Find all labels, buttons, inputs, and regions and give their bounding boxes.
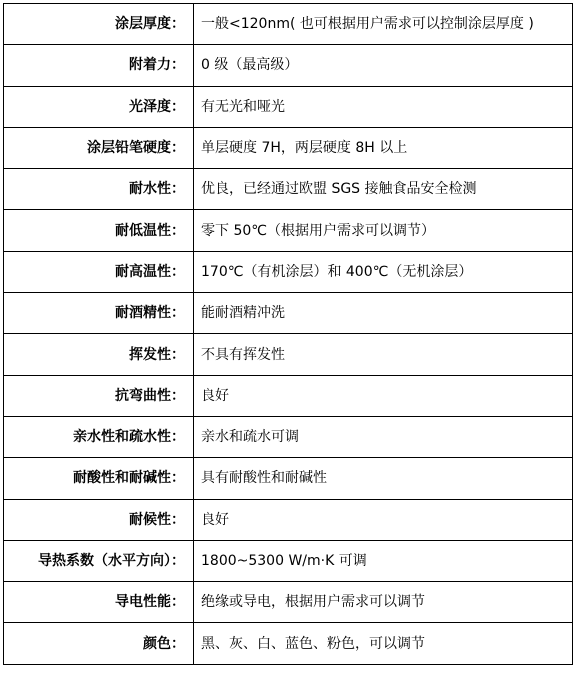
water-resistance-value: 优良，已经通过欧盟 SGS 接触食品安全检测 bbox=[194, 169, 573, 210]
thermal-conductivity-label: 导热系数（水平方向）： bbox=[4, 540, 194, 581]
table-row bbox=[4, 623, 573, 664]
hydrophilicity-label: 亲水性和疏水性： bbox=[4, 416, 194, 457]
pencil-hardness-label: 涂层铅笔硬度： bbox=[4, 127, 194, 168]
alcohol-resistance-value: 能耐酒精冲洗 bbox=[194, 293, 573, 334]
volatility-label: 挥发性： bbox=[4, 334, 194, 375]
table-row bbox=[4, 251, 573, 292]
table-row bbox=[4, 4, 573, 45]
table-row bbox=[4, 210, 573, 251]
table-row bbox=[4, 334, 573, 375]
table-row bbox=[4, 45, 573, 86]
coating-thickness-label: 涂层厚度： bbox=[4, 4, 194, 45]
table-row bbox=[4, 127, 573, 168]
water-resistance-label: 耐水性： bbox=[4, 169, 194, 210]
high-temp-resistance-value: 170℃（有机涂层）和 400℃（无机涂层） bbox=[194, 251, 573, 292]
table-row bbox=[4, 169, 573, 210]
low-temp-resistance-label: 耐低温性： bbox=[4, 210, 194, 251]
color-label: 颜色： bbox=[4, 623, 194, 664]
acid-alkali-resistance-label: 耐酸性和耐碱性： bbox=[4, 458, 194, 499]
pencil-hardness-value: 单层硬度 7H，两层硬度 8H 以上 bbox=[194, 127, 573, 168]
low-temp-resistance-value: 零下 50℃（根据用户需求可以调节） bbox=[194, 210, 573, 251]
bend-resistance-label: 抗弯曲性： bbox=[4, 375, 194, 416]
hydrophilicity-value: 亲水和疏水可调 bbox=[194, 416, 573, 457]
alcohol-resistance-label: 耐酒精性： bbox=[4, 293, 194, 334]
volatility-value: 不具有挥发性 bbox=[194, 334, 573, 375]
bend-resistance-value: 良好 bbox=[194, 375, 573, 416]
table-row bbox=[4, 416, 573, 457]
thermal-conductivity-value: 1800~5300 W/m·K 可调 bbox=[194, 540, 573, 581]
table-row bbox=[4, 86, 573, 127]
table-row bbox=[4, 540, 573, 581]
gloss-label: 光泽度： bbox=[4, 86, 194, 127]
color-value: 黑、灰、白、蓝色、粉色，可以调节 bbox=[194, 623, 573, 664]
table-row bbox=[4, 293, 573, 334]
table-row bbox=[4, 499, 573, 540]
acid-alkali-resistance-value: 具有耐酸性和耐碱性 bbox=[194, 458, 573, 499]
adhesion-label: 附着力： bbox=[4, 45, 194, 86]
high-temp-resistance-label: 耐高温性： bbox=[4, 251, 194, 292]
weather-resistance-label: 耐候性： bbox=[4, 499, 194, 540]
weather-resistance-value: 良好 bbox=[194, 499, 573, 540]
conductivity-label: 导电性能： bbox=[4, 582, 194, 623]
table-row bbox=[4, 458, 573, 499]
conductivity-value: 绝缘或导电，根据用户需求可以调节 bbox=[194, 582, 573, 623]
table-row bbox=[4, 375, 573, 416]
adhesion-value: 0 级（最高级） bbox=[194, 45, 573, 86]
table-row bbox=[4, 582, 573, 623]
specification-table bbox=[3, 3, 573, 665]
gloss-value: 有无光和哑光 bbox=[194, 86, 573, 127]
coating-thickness-value: 一般<120nm( 也可根据用户需求可以控制涂层厚度 ) bbox=[194, 4, 573, 45]
